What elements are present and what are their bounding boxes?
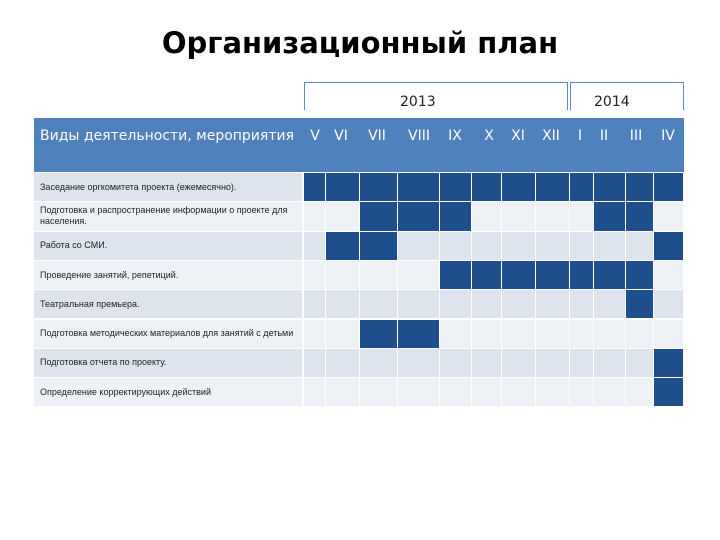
month-label: IX [448,128,462,144]
schedule-cell-empty [502,320,536,349]
schedule-cell-empty [398,378,440,407]
schedule-cell-active [440,173,472,202]
schedule-cell-active [326,232,360,261]
schedule-cell-active [654,173,684,202]
schedule-cell-empty [594,349,626,378]
schedule-cell-empty [440,320,472,349]
schedule-cell-active [570,173,594,202]
schedule-cell-empty [472,378,502,407]
schedule-cell-active [502,173,536,202]
month-label: V [310,128,320,144]
activity-label: Подготовка методических материалов для занятий с детьми [34,320,302,349]
year-label-2013: 2013 [400,94,436,110]
activity-label: Работа со СМИ. [34,232,302,261]
schedule-cell-active [594,173,626,202]
schedule-cell-active [654,349,684,378]
schedule-cell-active [654,378,684,407]
month-label: X [484,128,494,144]
schedule-cell-empty [654,320,684,349]
schedule-cell-empty [304,378,326,407]
page-title: Организационный план [161,26,559,60]
schedule-cell-empty [594,290,626,319]
month-label: XI [511,128,525,144]
activity-label: Определение корректирующих действий [34,378,302,407]
schedule-cell-empty [570,202,594,231]
schedule-cell-active [440,261,472,290]
schedule-cell-empty [304,232,326,261]
schedule-cell-empty [360,261,398,290]
schedule-cell-empty [626,320,654,349]
schedule-cell-active [398,173,440,202]
schedule-cell-empty [398,349,440,378]
schedule-cell-empty [536,202,570,231]
schedule-cell-empty [304,202,326,231]
schedule-cell-empty [594,232,626,261]
schedule-cell-empty [654,290,684,319]
activity-label: Подготовка отчета по проекту. [34,349,302,378]
schedule-cell-empty [326,349,360,378]
schedule-cell-empty [360,378,398,407]
month-label: III [629,128,643,144]
month-label: II [599,128,609,144]
schedule-cell-empty [594,320,626,349]
schedule-cell-empty [472,202,502,231]
schedule-cell-empty [440,290,472,319]
schedule-cell-empty [654,261,684,290]
schedule-cell-active [626,173,654,202]
schedule-cell-empty [536,320,570,349]
schedule-cell-empty [570,378,594,407]
schedule-cell-active [502,261,536,290]
schedule-cell-active [536,173,570,202]
schedule-cell-active [360,320,398,349]
schedule-cell-active [304,173,326,202]
schedule-cell-empty [398,290,440,319]
schedule-cell-empty [654,202,684,231]
schedule-cell-empty [502,232,536,261]
schedule-cell-active [440,202,472,231]
schedule-cell-empty [502,290,536,319]
schedule-cell-empty [326,290,360,319]
schedule-cell-empty [502,378,536,407]
schedule-cell-active [594,261,626,290]
schedule-cell-empty [570,349,594,378]
schedule-cell-empty [502,349,536,378]
schedule-cell-active [654,232,684,261]
activity-label: Театральная премьера. [34,290,302,319]
schedule-cell-empty [536,290,570,319]
schedule-cell-empty [472,290,502,319]
schedule-cell-active [594,202,626,231]
schedule-cell-active [472,173,502,202]
schedule-cell-active [472,261,502,290]
schedule-cell-empty [304,349,326,378]
schedule-cell-empty [472,320,502,349]
schedule-cell-empty [536,349,570,378]
schedule-cell-empty [440,232,472,261]
schedule-cell-active [360,232,398,261]
month-label: IV [661,128,675,144]
activity-label: Проведение занятий, репетиций. [34,261,302,290]
schedule-cell-empty [360,290,398,319]
schedule-cell-empty [626,349,654,378]
schedule-cell-active [326,173,360,202]
schedule-cell-empty [440,349,472,378]
schedule-cell-empty [326,261,360,290]
schedule-cell-active [398,320,440,349]
schedule-cell-active [626,261,654,290]
schedule-cell-active [626,290,654,319]
schedule-cell-empty [570,290,594,319]
schedule-cell-active [626,202,654,231]
schedule-cell-active [360,202,398,231]
schedule-cell-empty [326,202,360,231]
activity-label: Подготовка и распространение информации о проекте для населения. [34,202,302,231]
schedule-cell-empty [570,320,594,349]
activities-header: Виды деятельности, мероприятия [34,118,302,172]
schedule-cell-active [360,173,398,202]
schedule-cell-empty [326,320,360,349]
schedule-cell-empty [304,261,326,290]
schedule-cell-active [536,261,570,290]
schedule-cell-empty [326,378,360,407]
month-label: I [577,128,583,144]
year-bracket-2013 [304,82,568,110]
month-label: VII [368,128,386,144]
schedule-cell-empty [536,378,570,407]
schedule-cell-empty [570,232,594,261]
schedule-cell-empty [472,349,502,378]
schedule-cell-empty [536,232,570,261]
schedule-cell-empty [398,261,440,290]
schedule-cell-empty [626,378,654,407]
month-label: VIII [408,128,430,144]
schedule-cell-active [570,261,594,290]
schedule-cell-empty [398,232,440,261]
month-label: VI [334,128,348,144]
schedule-cell-empty [360,349,398,378]
schedule-cell-empty [626,232,654,261]
months-header [302,118,684,172]
month-label: XII [542,128,560,144]
year-label-2014: 2014 [594,94,630,110]
schedule-cell-empty [440,378,472,407]
schedule-cell-empty [594,378,626,407]
schedule-cell-empty [502,202,536,231]
schedule-cell-active [398,202,440,231]
activity-label: Заседание оргкомитета проекта (ежемесячно). [34,173,302,202]
schedule-cell-empty [304,320,326,349]
schedule-cell-empty [304,290,326,319]
schedule-cell-empty [472,232,502,261]
